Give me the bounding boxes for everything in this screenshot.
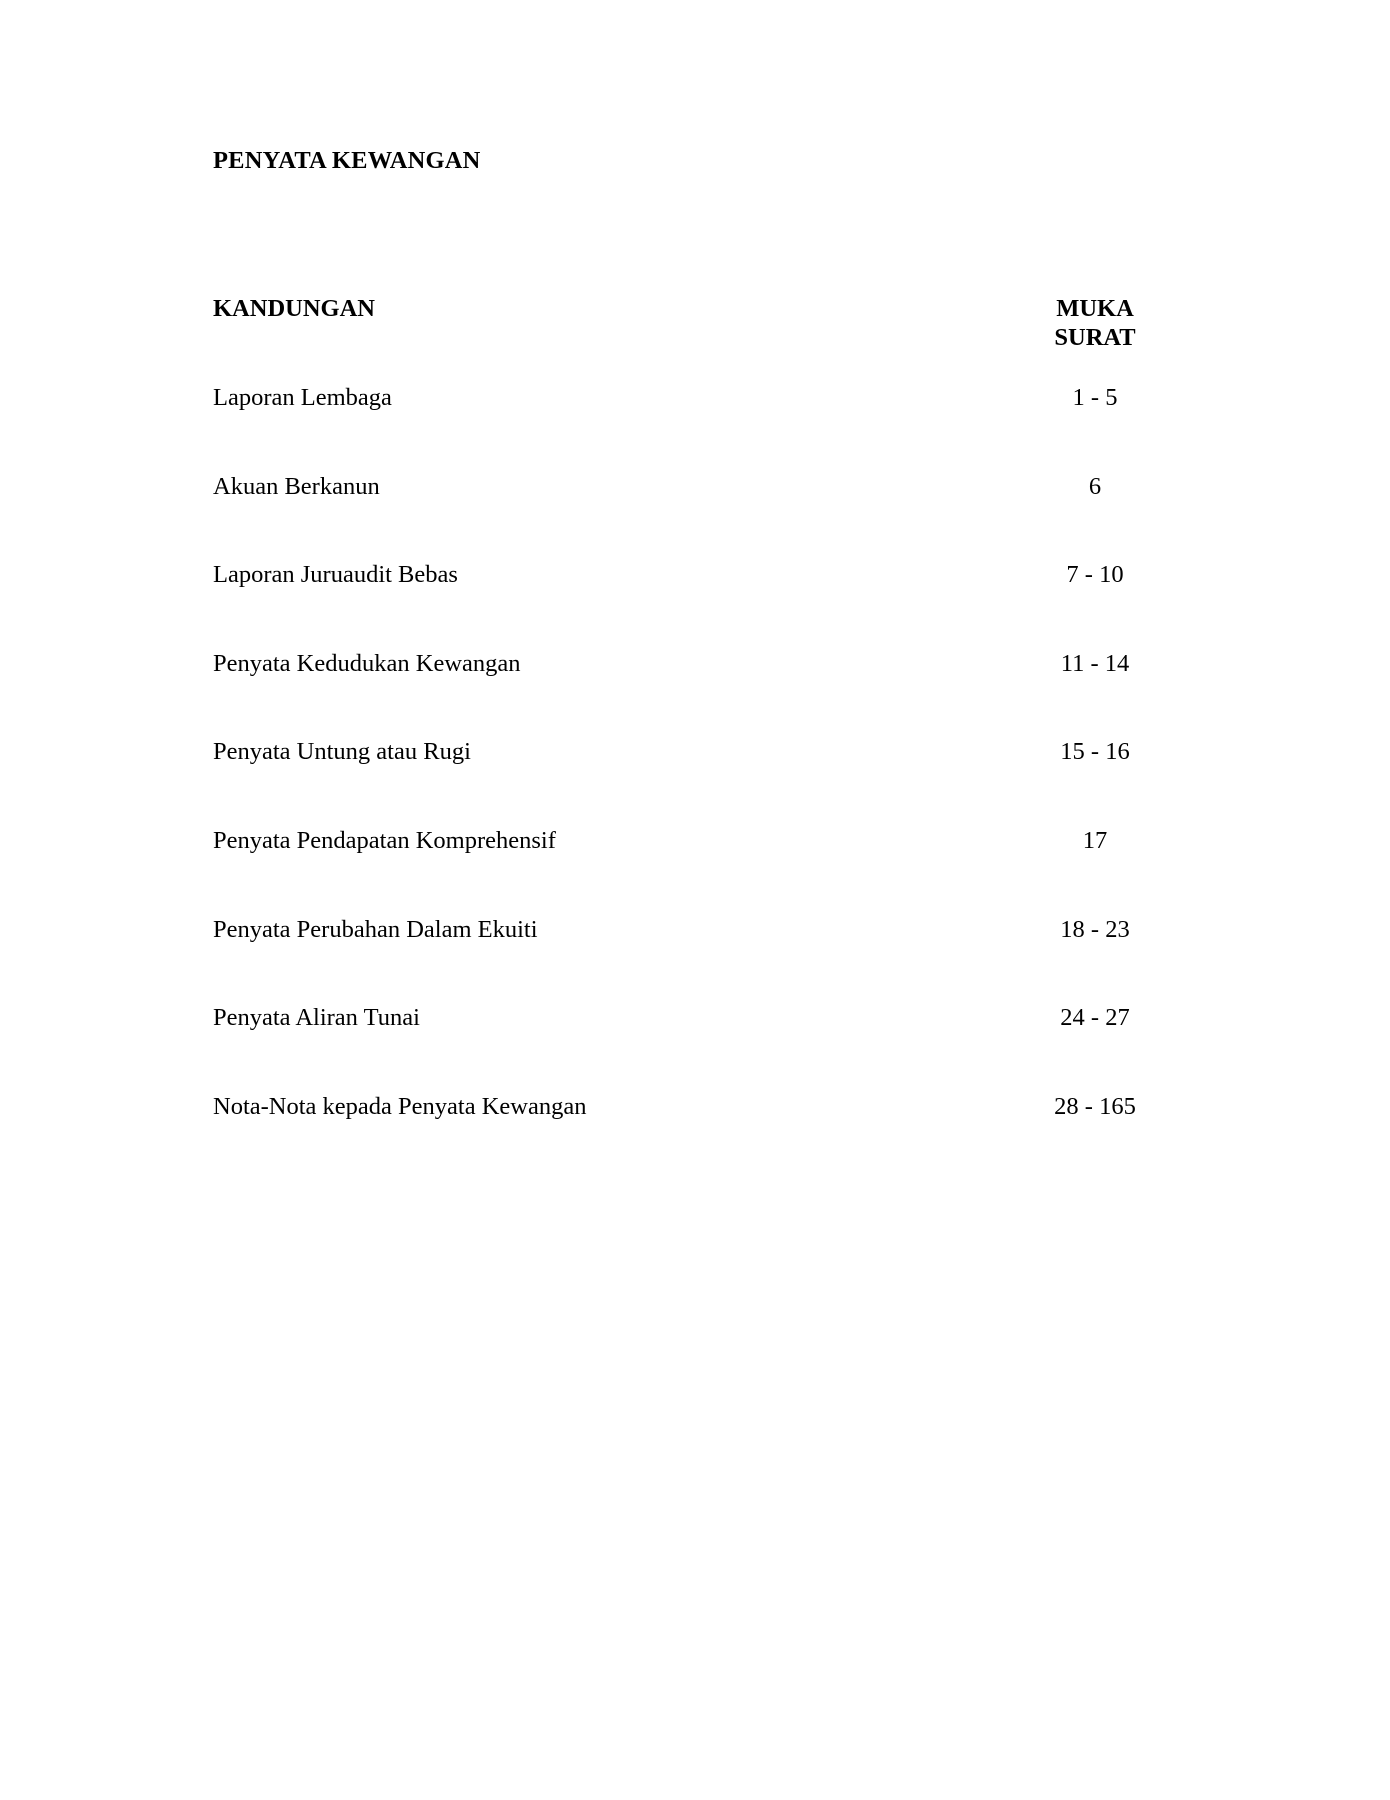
- toc-entry-pages: 28 - 165: [1054, 1092, 1136, 1120]
- toc-entry-pages: 18 - 23: [1060, 915, 1130, 943]
- toc-entry: [0, 738, 1390, 827]
- toc-entry-pages: 15 - 16: [1060, 738, 1130, 766]
- toc-entry-label: Penyata Perubahan Dalam Ekuiti: [213, 915, 538, 943]
- toc-entry-label: Penyata Kedudukan Kewangan: [213, 649, 521, 677]
- toc-entry: [0, 827, 1390, 916]
- table-of-contents: [0, 384, 1390, 1181]
- toc-entry: [0, 384, 1390, 473]
- contents-heading: KANDUNGAN: [213, 295, 375, 322]
- toc-entry: [0, 561, 1390, 650]
- page-number-heading: [1010, 294, 1180, 352]
- toc-entry: [0, 916, 1390, 1005]
- toc-entry-pages: 1 - 5: [1072, 384, 1118, 411]
- toc-entry: [0, 1004, 1390, 1093]
- toc-entry-label: Penyata Untung atau Rugi: [213, 738, 471, 766]
- toc-entry-pages: 6: [1088, 472, 1102, 500]
- toc-entry-label: Laporan Lembaga: [213, 384, 392, 411]
- toc-entry-label: Penyata Pendapatan Komprehensif: [213, 826, 556, 854]
- toc-entry-pages: 11 - 14: [1060, 649, 1130, 677]
- page-number-heading-line1: MUKA: [1056, 295, 1134, 322]
- toc-entry-label: Akuan Berkanun: [213, 472, 380, 500]
- toc-entry: [0, 1093, 1390, 1182]
- toc-entry: [0, 473, 1390, 562]
- toc-entry-label: Laporan Juruaudit Bebas: [213, 561, 458, 589]
- toc-entry-pages: 7 - 10: [1066, 561, 1124, 589]
- toc-entry: [0, 650, 1390, 739]
- document-title: PENYATA KEWANGAN: [213, 147, 481, 174]
- toc-entry-label: Nota-Nota kepada Penyata Kewangan: [213, 1092, 587, 1120]
- page-number-heading-line2: SURAT: [1054, 324, 1136, 351]
- toc-entry-pages: 17: [1082, 826, 1108, 854]
- toc-entry-label: Penyata Aliran Tunai: [213, 1004, 420, 1032]
- toc-entry-pages: 24 - 27: [1060, 1004, 1130, 1032]
